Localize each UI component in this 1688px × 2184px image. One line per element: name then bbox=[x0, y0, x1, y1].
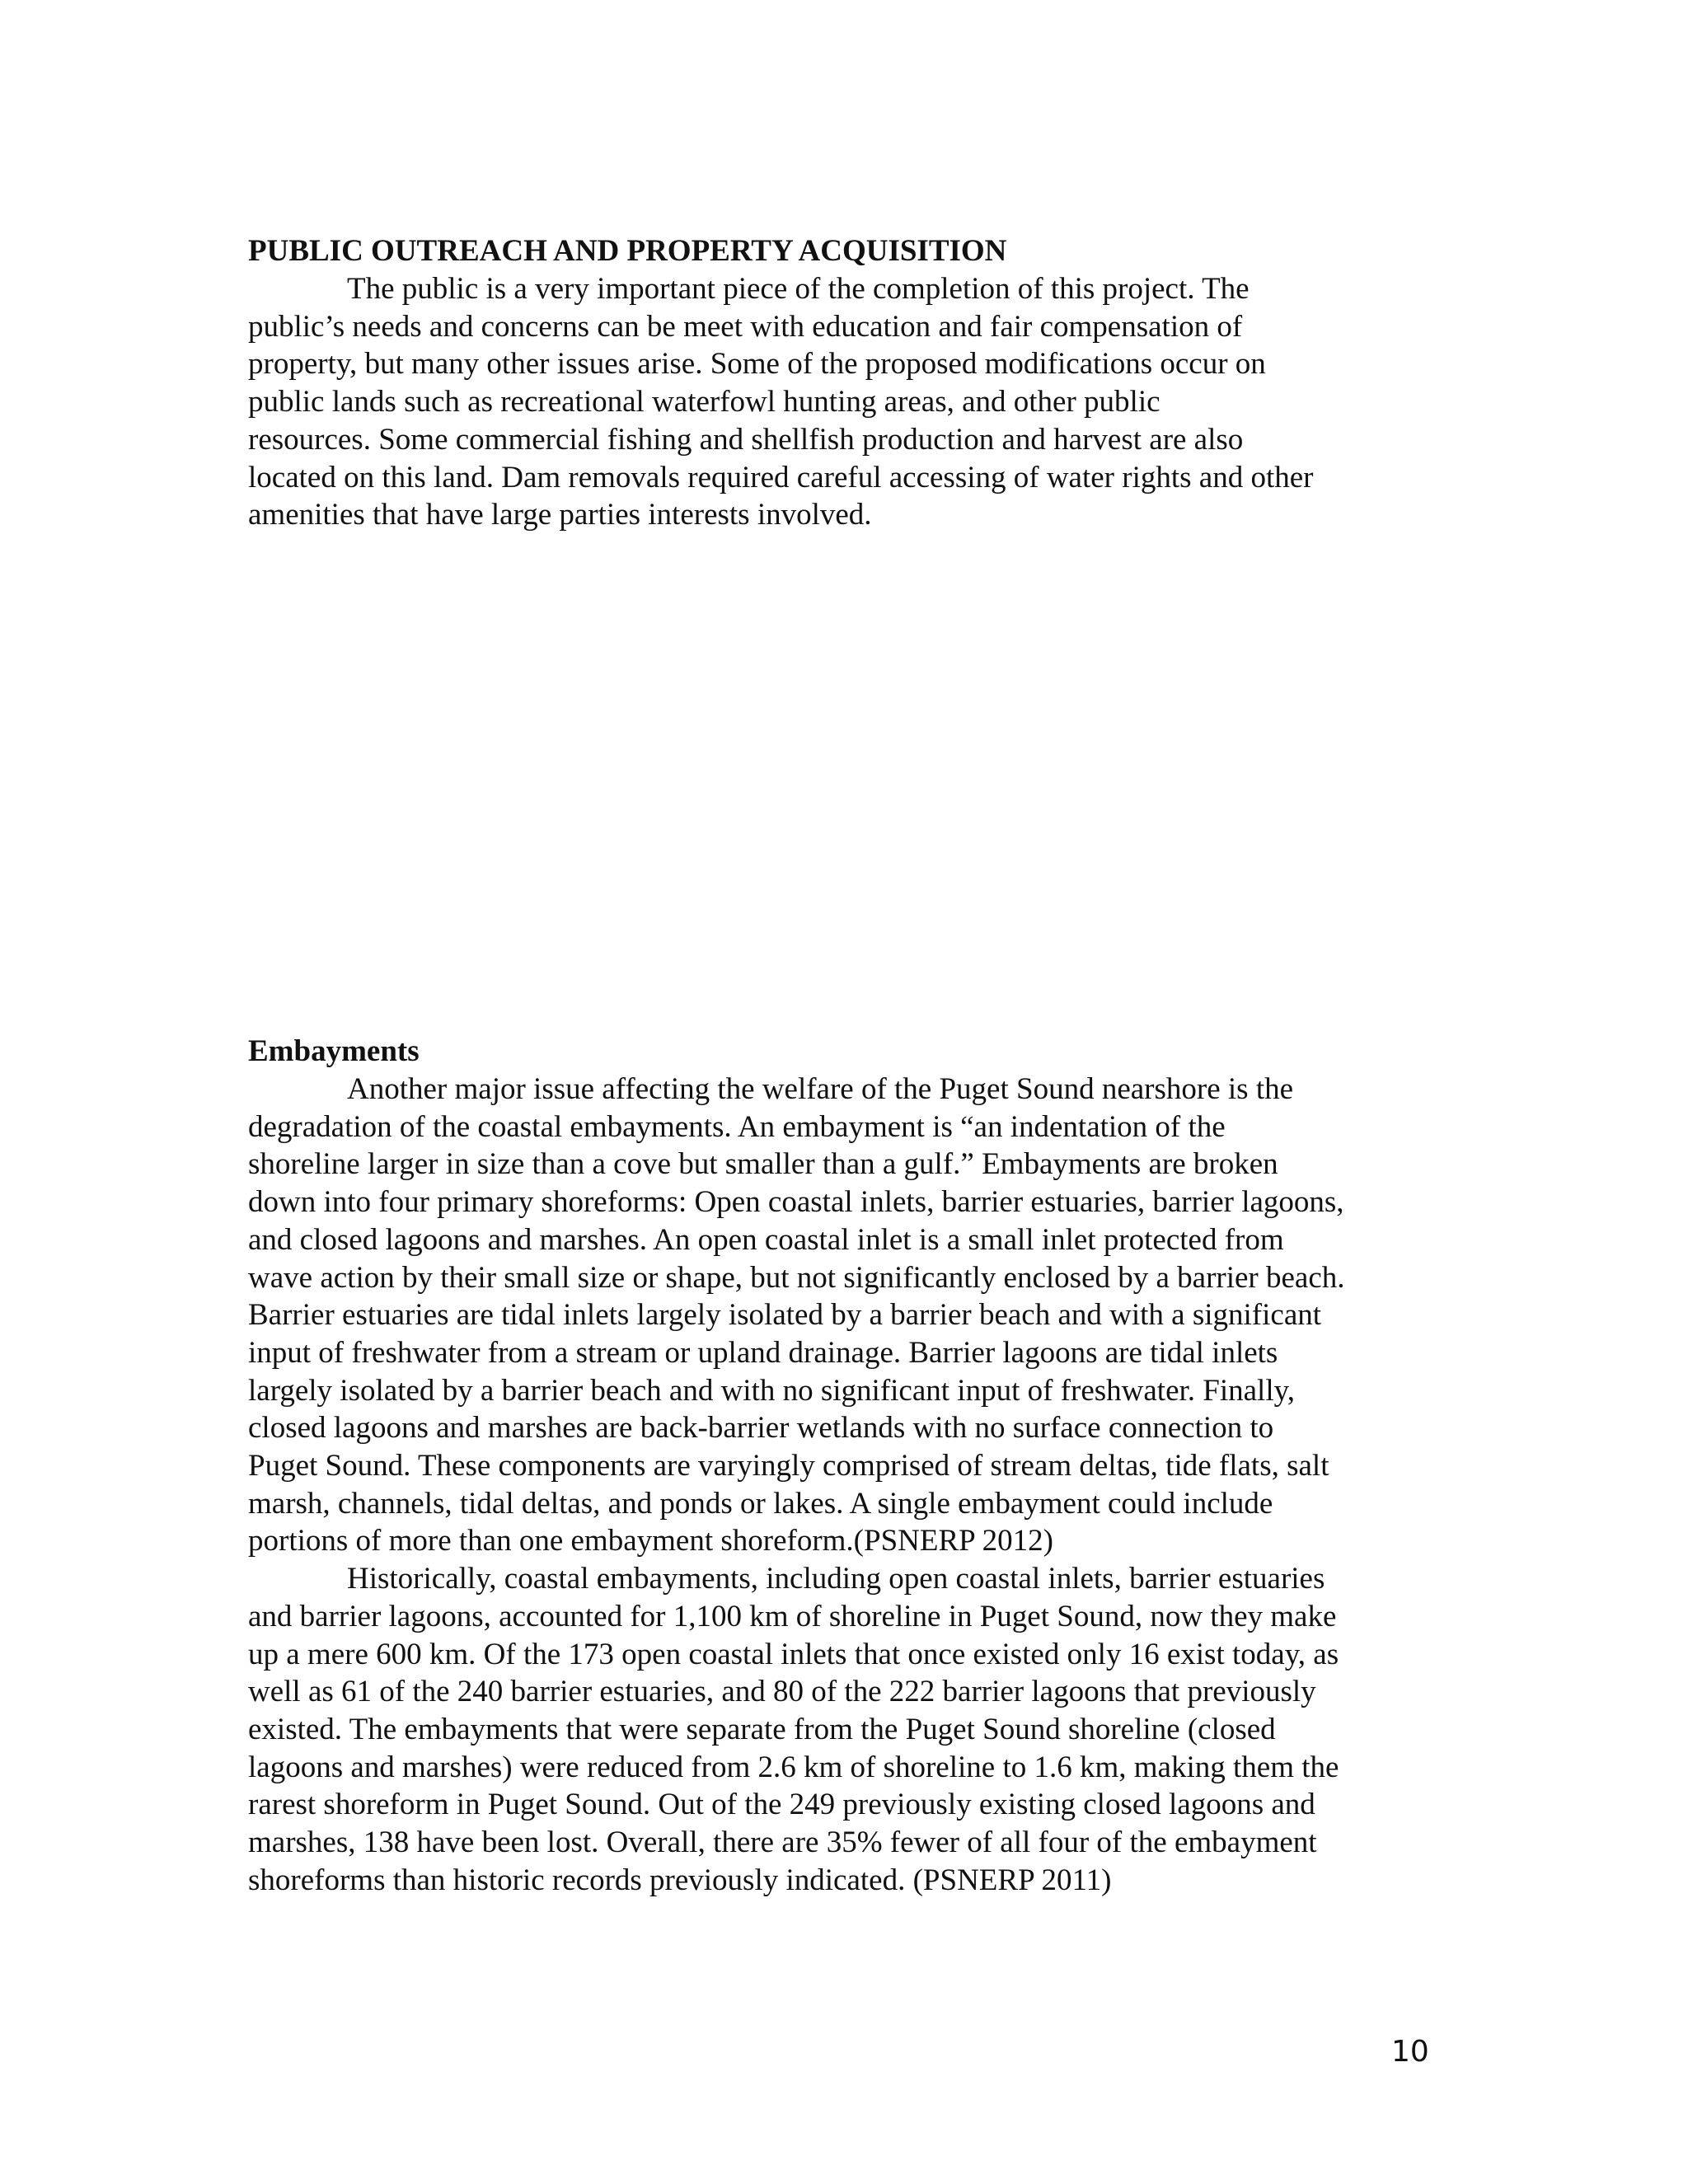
outreach-paragraph bbox=[248, 270, 1451, 534]
text-line: amenities that have large parties interests involved. bbox=[248, 498, 872, 532]
embayments-paragraph-1 bbox=[248, 1071, 1451, 1560]
page-number: 10 bbox=[1391, 2035, 1429, 2069]
text-line: degradation of the coastal embayments. An embayment is “an indentation of the bbox=[248, 1109, 1226, 1144]
text-line: lagoons and marshes) were reduced from 2.6 km of shoreline to 1.6 km, making them the bbox=[248, 1750, 1339, 1784]
text-line: public lands such as recreational waterfowl hunting areas, and other public bbox=[248, 385, 1160, 419]
text-line: Historically, coastal embayments, including open coastal inlets, barrier estuaries bbox=[347, 1562, 1325, 1596]
text-line: shoreline larger in size than a cove but smaller than a gulf.” Embayments are broken bbox=[248, 1147, 1278, 1182]
text-line: located on this land. Dam removals required careful accessing of water rights and other bbox=[248, 460, 1314, 494]
text-line: input of freshwater from a stream or upland drainage. Barrier lagoons are tidal inlets bbox=[248, 1335, 1278, 1370]
text-line: well as 61 of the 240 barrier estuaries, and 80 of the 222 barrier lagoons that previously bbox=[248, 1675, 1316, 1709]
embayments-paragraph-2 bbox=[248, 1560, 1451, 1899]
text-line: existed. The embayments that were separate from the Puget Sound shoreline (closed bbox=[248, 1712, 1276, 1746]
text-line: and barrier lagoons, accounted for 1,100 km of shoreline in Puget Sound, now they make bbox=[248, 1599, 1337, 1633]
text-line: marshes, 138 have been lost. Overall, there are 35% fewer of all four of the embayment bbox=[248, 1825, 1317, 1860]
text-line: property, but many other issues arise. Some of the proposed modifications occur on bbox=[248, 347, 1266, 382]
text-line: resources. Some commercial fishing and shellfish production and harvest are also bbox=[248, 422, 1244, 457]
text-line: portions of more than one embayment shoreform.(PSNERP 2012) bbox=[248, 1524, 1053, 1558]
embayments-heading: Embayments bbox=[248, 1034, 420, 1068]
text-line: closed lagoons and marshes are back-barrier wetlands with no surface connection to bbox=[248, 1411, 1274, 1446]
text-line: Puget Sound. These components are varyingly comprised of stream deltas, tide flats, salt bbox=[248, 1449, 1329, 1483]
text-line: public’s needs and concerns can be meet with education and fair compensation of bbox=[248, 309, 1243, 344]
text-line: Barrier estuaries are tidal inlets largely isolated by a barrier beach and with a significant bbox=[248, 1298, 1322, 1333]
text-line: and closed lagoons and marshes. An open coastal inlet is a small inlet protected from bbox=[248, 1222, 1284, 1257]
outreach-section bbox=[248, 232, 1451, 534]
text-line: largely isolated by a barrier beach and with no significant input of freshwater. Finally, bbox=[248, 1373, 1295, 1408]
embayments-section bbox=[248, 1033, 1451, 1899]
text-line: wave action by their small size or shape, but not significantly enclosed by a barrier beach. bbox=[248, 1260, 1345, 1295]
text-line: The public is a very important piece of the completion of this project. The bbox=[347, 272, 1250, 306]
text-line: marsh, channels, tidal deltas, and ponds or lakes. A single embayment could include bbox=[248, 1486, 1273, 1521]
text-line: up a mere 600 km. Of the 173 open coastal inlets that once existed only 16 exist today, as bbox=[248, 1637, 1339, 1671]
text-line: down into four primary shoreforms: Open coastal inlets, barrier estuaries, barrier lagoons, bbox=[248, 1185, 1344, 1220]
text-line: Another major issue affecting the welfare of the Puget Sound nearshore is the bbox=[347, 1072, 1294, 1106]
outreach-heading: PUBLIC OUTREACH AND PROPERTY ACQUISITION bbox=[248, 234, 1007, 268]
text-line: shoreforms than historic records previously indicated. (PSNERP 2011) bbox=[248, 1863, 1112, 1897]
text-line: rarest shoreform in Puget Sound. Out of the 249 previously existing closed lagoons and bbox=[248, 1788, 1315, 1822]
